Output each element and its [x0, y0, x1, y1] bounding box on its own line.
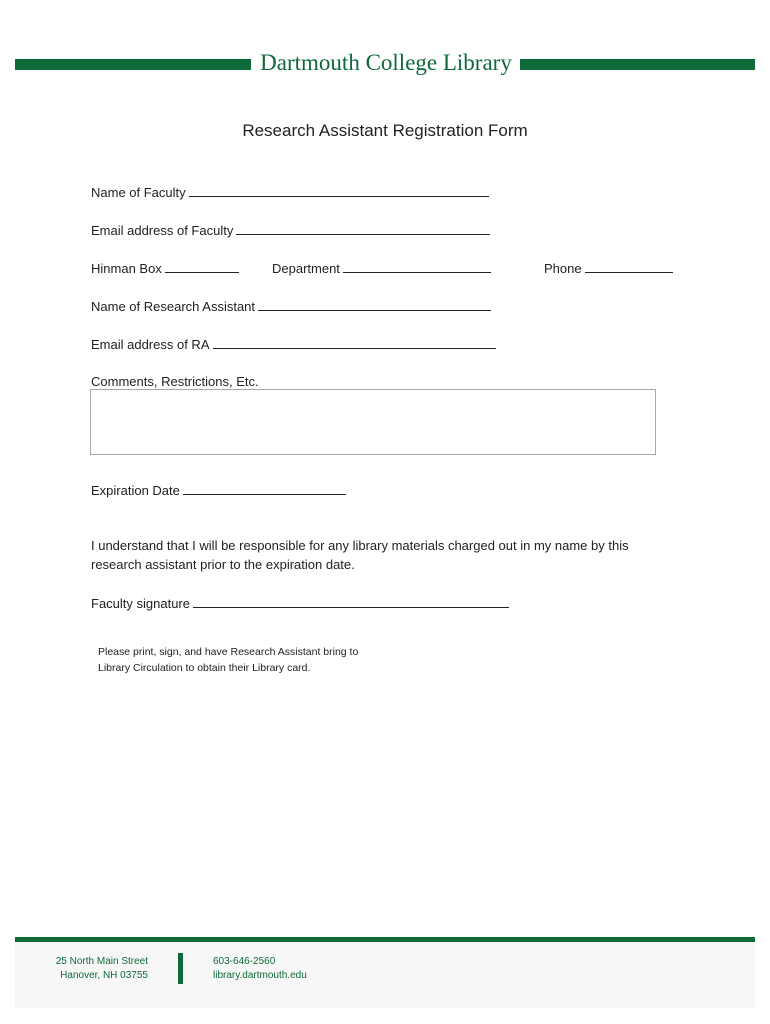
statement-line-1: I understand that I will be responsible for any library materials charged out in my name by this — [91, 538, 629, 553]
instructions-note — [98, 644, 358, 676]
footer-contact — [213, 955, 307, 983]
header-rule-left — [15, 59, 251, 70]
ra-name-row — [91, 298, 491, 314]
library-logo-title: Dartmouth College Library — [260, 50, 512, 75]
footer-address — [30, 955, 148, 983]
responsibility-statement — [91, 536, 691, 574]
footer-divider — [178, 953, 183, 984]
department-label: Department — [272, 261, 340, 276]
expiration-row — [91, 482, 346, 498]
faculty-email-label: Email address of Faculty — [91, 223, 234, 238]
phone-row — [544, 260, 673, 276]
expiration-label: Expiration Date — [91, 483, 180, 498]
comments-box[interactable] — [90, 389, 656, 455]
signature-field[interactable] — [193, 595, 509, 608]
ra-email-field[interactable] — [213, 336, 496, 349]
faculty-email-row — [91, 222, 490, 238]
ra-email-label: Email address of RA — [91, 337, 210, 352]
hinman-box-field[interactable] — [165, 260, 239, 273]
department-field[interactable] — [343, 260, 491, 273]
faculty-name-field[interactable] — [189, 184, 489, 197]
faculty-name-label: Name of Faculty — [91, 185, 186, 200]
footer-website-link[interactable]: library.dartmouth.edu — [213, 970, 307, 981]
hinman-box-label: Hinman Box — [91, 261, 162, 276]
comments-label: Comments, Restrictions, Etc. — [91, 374, 259, 389]
phone-field[interactable] — [585, 260, 673, 273]
faculty-name-row — [91, 184, 489, 200]
expiration-field[interactable] — [183, 482, 346, 495]
phone-label: Phone — [544, 261, 582, 276]
department-row — [272, 260, 491, 276]
ra-name-field[interactable] — [258, 298, 491, 311]
faculty-email-field[interactable] — [236, 222, 490, 235]
ra-email-row — [91, 336, 496, 352]
note-line-1: Please print, sign, and have Research Assistant bring to — [98, 646, 359, 658]
hinman-box-row — [91, 260, 239, 276]
statement-line-2: research assistant prior to the expiration date. — [91, 557, 355, 572]
footer-phone: 603-646-2560 — [213, 956, 276, 967]
address-line-2: Hanover, NH 03755 — [60, 970, 148, 981]
form-title: Research Assistant Registration Form — [242, 121, 528, 140]
address-line-1: 25 North Main Street — [55, 956, 148, 967]
signature-label: Faculty signature — [91, 596, 190, 611]
signature-row — [91, 595, 509, 611]
header-rule-right — [520, 59, 755, 70]
ra-name-label: Name of Research Assistant — [91, 299, 256, 314]
note-line-2: Library Circulation to obtain their Library card. — [98, 662, 311, 674]
